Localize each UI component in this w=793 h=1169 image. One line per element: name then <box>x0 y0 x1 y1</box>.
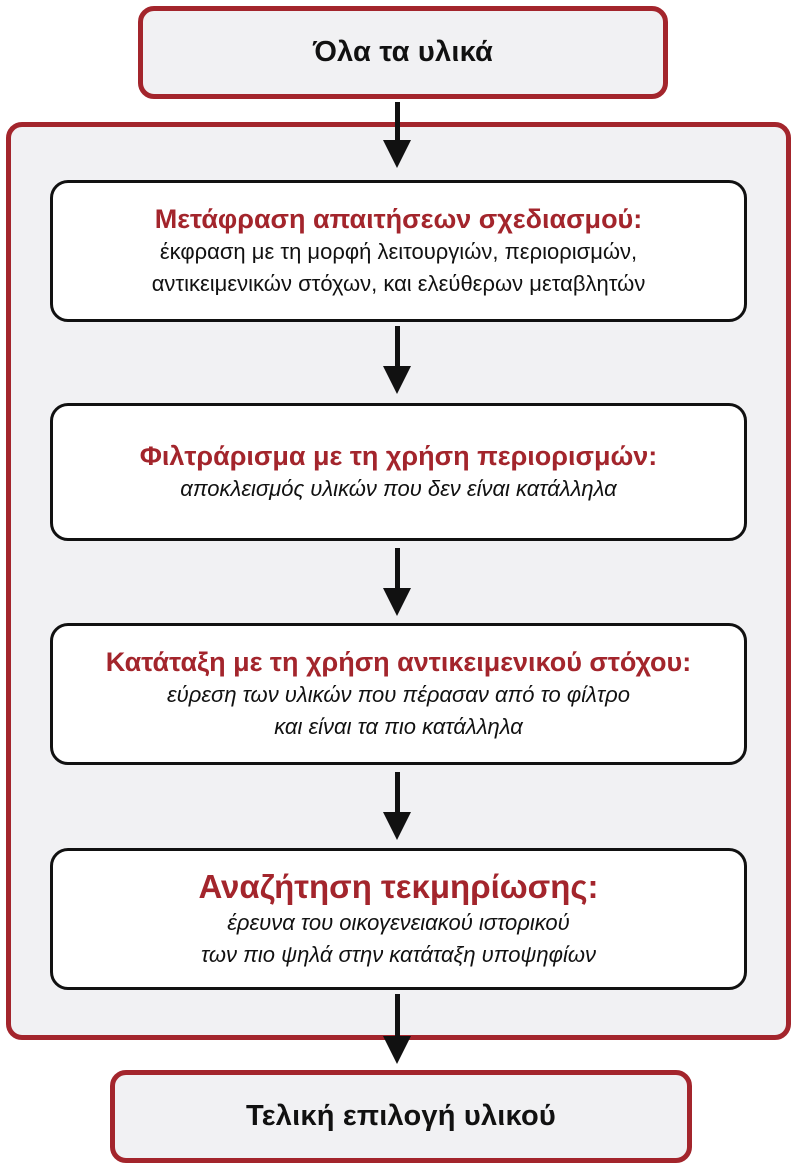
arrow-down-icon <box>382 548 412 618</box>
step-documentation-search <box>50 848 747 990</box>
step-description-line: αντικειμενικών στόχων, και ελεύθερων μεταβλητών <box>151 271 646 296</box>
step-description-line: και είναι τα πιο κατάλληλα <box>274 714 523 739</box>
step-description-line: αποκλεισμός υλικών που δεν είναι κατάλληλα <box>180 476 617 501</box>
end-node-label: Τελική επιλογή υλικού <box>246 1100 556 1132</box>
step-description-line: έρευνα του οικογενειακού ιστορικού <box>227 910 570 935</box>
step-filter-constraints <box>50 403 747 541</box>
start-node <box>138 6 668 99</box>
end-node <box>110 1070 692 1163</box>
step-description-line: εύρεση των υλικών που πέρασαν από το φίλτρο <box>167 682 630 707</box>
arrow-down-icon <box>382 994 412 1066</box>
step-title: Μετάφραση απαιτήσεων σχεδιασμού: <box>154 204 643 234</box>
arrow-down-icon <box>382 772 412 842</box>
step-translate-requirements <box>50 180 747 322</box>
step-description-line: έκφραση με τη μορφή λειτουργιών, περιορισμών, <box>159 239 638 264</box>
step-title: Φιλτράρισμα με τη χρήση περιορισμών: <box>139 441 658 471</box>
arrow-down-icon <box>382 102 412 170</box>
step-title: Αναζήτηση τεκμηρίωσης: <box>198 868 599 905</box>
arrow-down-icon <box>382 326 412 396</box>
step-description-line: των πιο ψηλά στην κατάταξη υποψηφίων <box>200 942 597 967</box>
step-rank-objective <box>50 623 747 765</box>
start-node-label: Όλα τα υλικά <box>312 36 494 68</box>
step-title: Κατάταξη με τη χρήση αντικειμενικού στόχου: <box>105 647 692 677</box>
